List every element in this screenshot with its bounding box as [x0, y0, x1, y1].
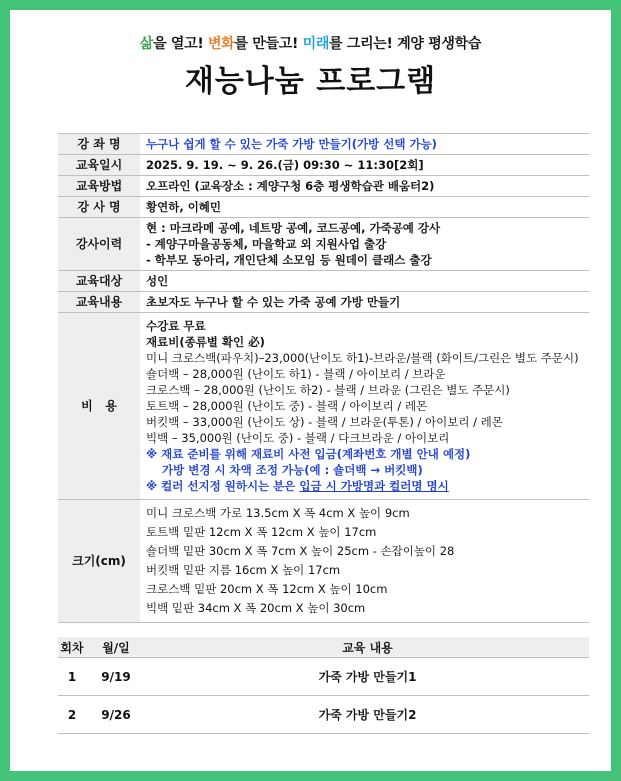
cost-row: [58, 313, 589, 500]
session-date: 9/26: [86, 696, 146, 734]
career-label: 강사이력: [58, 218, 140, 271]
method-row: [58, 176, 589, 197]
schedule-header-row: [58, 637, 589, 658]
career-row: [58, 218, 589, 271]
slogan-part: 을 열고!: [153, 36, 209, 52]
cost-label: 비 용: [58, 313, 140, 500]
slogan-part: 삶: [139, 36, 154, 52]
cost-bold-line: 재료비(종류별 확인 必): [146, 335, 265, 349]
slogan-part: 변화: [208, 36, 235, 52]
cost-line: 미니 크로스백(파우치)–23,000(난이도 하1)-브라운/블랙 (화이트/그린은 별도 주문시): [146, 351, 579, 365]
size-line: 버킷백 밑판 지름 16cm X 높이 17cm: [146, 563, 341, 577]
content-row: [58, 292, 589, 313]
size-line: 미니 크로스백 가로 13.5cm X 폭 4cm X 높이 9cm: [146, 506, 410, 520]
session-content-header: 교육 내용: [146, 637, 589, 658]
method-value: 오프라인 (교육장소 : 계양구청 6층 평생학습관 배움터2): [140, 176, 589, 197]
session-no-header: 회차: [58, 637, 86, 658]
career-line: 현 : 마크라메 공예, 네트망 공예, 코드공예, 가죽공예 강사: [146, 221, 441, 235]
course-row: [58, 134, 589, 155]
deposit-note: ※ 재료 준비를 위해 재료비 사전 입금(계좌번호 개별 안내 예정): [146, 447, 471, 461]
color-note-prefix: ※ 컬러 선지정 원하시는 분은: [146, 479, 300, 493]
table-row: [58, 696, 589, 734]
schedule-table: [58, 637, 589, 734]
cost-line: 크로스백 – 28,000원 (난이도 하2) - 블랙 / 브라운 (그린은 별도 주문시): [146, 383, 510, 397]
career-line: - 학부모 동아리, 개인단체 소모임 등 원데이 클래스 출강: [146, 253, 432, 267]
program-info-table: [58, 133, 589, 623]
cost-line: 토트백 – 28,000원 (난이도 중) - 블랙 / 아이보리 / 레몬: [146, 399, 428, 413]
cost-line: 숄더백 – 28,000원 (난이도 하1) - 블랙 / 아이보리 / 브라운: [146, 367, 446, 381]
cost-bold-line: 수강료 무료: [146, 319, 206, 333]
color-note-underlined: 입금 시 가방명과 컬러명 명시: [299, 479, 449, 493]
session-date: 9/19: [86, 658, 146, 696]
session-no: 1: [58, 658, 86, 696]
target-label: 교육대상: [58, 271, 140, 292]
color-note: [146, 478, 583, 494]
size-line: 숄더백 밑판 30cm X 폭 7cm X 높이 25cm - 손잡이높이 28: [146, 544, 455, 558]
instructor-value: 황연하, 이혜민: [140, 197, 589, 218]
size-line: 크로스백 밑판 20cm X 폭 12cm X 높이 10cm: [146, 582, 388, 596]
content-label: 교육내용: [58, 292, 140, 313]
cost-line: 버킷백 – 33,000원 (난이도 상) - 블랙 / 브라운(투톤) / 아이보리 / 레몬: [146, 415, 503, 429]
slogan-part: 미래: [302, 36, 330, 52]
date-row: [58, 155, 589, 176]
career-value: [140, 218, 589, 271]
size-line: 빅백 밑판 34cm X 폭 20cm X 높이 30cm: [146, 601, 366, 615]
content-value: 초보자도 누구나 할 수 있는 가죽 공예 가방 만들기: [140, 292, 589, 313]
size-line: 토트백 밑판 12cm X 폭 12cm X 높이 17cm: [146, 525, 377, 539]
instructor-label: 강 사 명: [58, 197, 140, 218]
session-content: 가죽 가방 만들기1: [146, 658, 589, 696]
course-value: 누구나 쉽게 할 수 있는 가죽 가방 만들기(가방 선택 가능): [140, 134, 589, 155]
target-value: 성인: [140, 271, 589, 292]
method-label: 교육방법: [58, 176, 140, 197]
size-row: [58, 500, 589, 623]
date-value: 2025. 9. 19. ~ 9. 26.(금) 09:30 ~ 11:30[2회]: [140, 155, 589, 176]
course-label: 강 좌 명: [58, 134, 140, 155]
session-no: 2: [58, 696, 86, 734]
slogan-part: 를 만들고!: [234, 36, 303, 52]
cost-value: [140, 313, 589, 500]
page-title: 재능나눔 프로그램: [184, 64, 437, 99]
deposit-note-cont: 가방 변경 시 차액 조정 가능(예 : 숄더백 → 버킷백): [162, 463, 423, 477]
session-content: 가죽 가방 만들기2: [146, 696, 589, 734]
cost-line: 빅백 – 35,000원 (난이도 중) - 블랙 / 다크브라운 / 아이보리: [146, 431, 450, 445]
career-line: - 계양구마을공동체, 마을학교 외 지원사업 출강: [146, 237, 387, 251]
size-value: [140, 500, 589, 623]
target-row: [58, 271, 589, 292]
instructor-row: [58, 197, 589, 218]
session-date-header: 월/일: [86, 637, 146, 658]
date-label: 교육일시: [58, 155, 140, 176]
slogan: [0, 33, 621, 53]
table-row: [58, 658, 589, 696]
size-label: 크기(cm): [58, 500, 140, 623]
slogan-part: 를 그리는! 계양 평생학습: [329, 36, 482, 52]
